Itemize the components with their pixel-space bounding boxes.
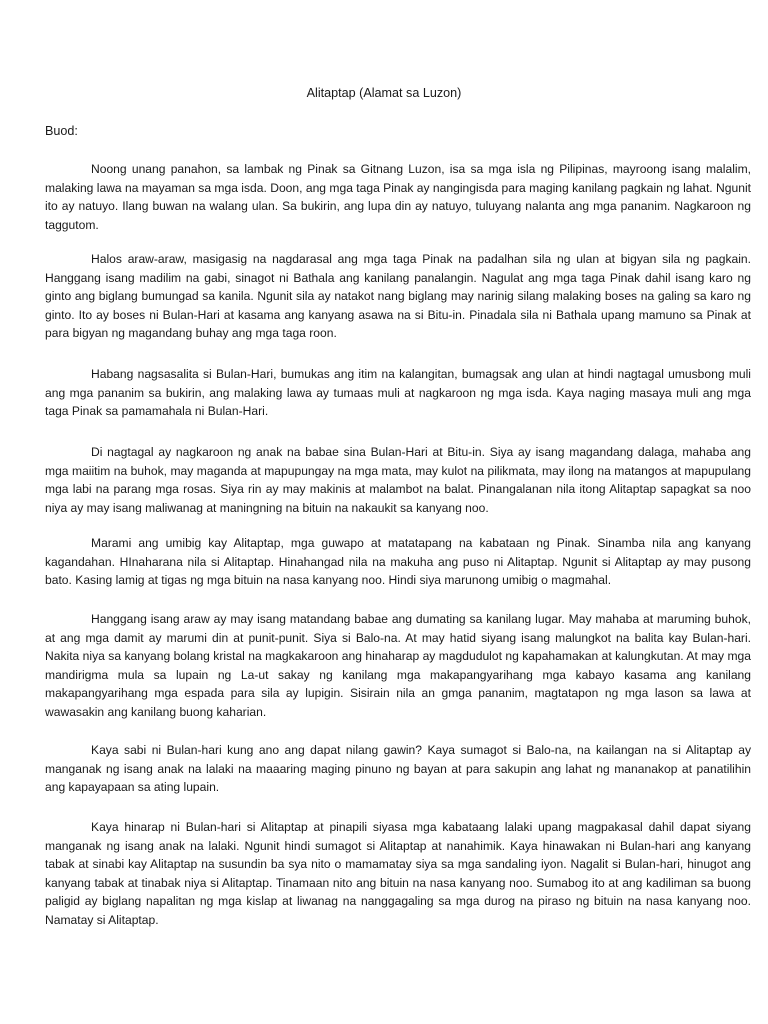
paragraph-7: Kaya sabi ni Bulan-hari kung ano ang dapat nilang gawin? Kaya sumagot si Balo-na, na kailangan na si Alitaptap ay manganak ng isang anak na lalaki na maaaring maging pinuno ng bayan at para sakupin ang lahat ng mananakop at panatilihin ang kapayapaan sa ating lupain. — [45, 743, 751, 794]
paragraph-8: Kaya hinarap ni Bulan-hari si Alitaptap at pinapili siyasa mga kabataang lalaki upang magpakasal dahil dapat siyang manganak ng isang anak na lalaki. Ngunit hindi sumagot si Alitaptap at nanahimik. Kaya hinawakan ni Bulan-hari ang kanyang tabak at sinabi kay Alitaptap na susundin ba sya nito o mamamatay siya sa mga sandaling iyon. Nagalit si Bulan-hari, hinugot ang kanyang tabak at tinabak niya si Alitaptap. Tinamaan nito ang bituin na nasa kanyang noo. Sumabog ito at ang kadiliman sa buong paligid ay biglang napalitan ng mga kislap at liwanag na nanggagaling sa mga durog na piraso ng bituin na nasa kanyang noo. Namatay si Alitaptap. — [45, 820, 751, 927]
section-label: Buod: — [45, 124, 78, 138]
document-title: Alitaptap (Alamat sa Luzon) — [306, 86, 462, 100]
paragraph-3: Habang nagsasalita si Bulan-Hari, bumukas ang itim na kalangitan, bumagsak ang ulan at hindi nagtagal umusbong muli ang mga pananim sa bukirin, ang malaking lawa ay tumaas muli at nagkaroon ng mga isda. Kaya naging masaya muli ang mga taga Pinak sa pamamahala ni Bulan-Hari. — [45, 367, 751, 418]
paragraph-1: Noong unang panahon, sa lambak ng Pinak sa Gitnang Luzon, isa sa mga isla ng Pilipinas, mayroong isang malalim, malaking lawa na mayaman sa mga isda. Doon, ang mga taga Pinak ay nangingisda para maging kanilang pagkain ng lahat. Ngunit ito ay natuyo. Ilang buwan na walang ulan. Sa bukirin, ang lupa din ay natuyo, tuluyang nalanta ang mga pananim. Nagkaroon ng taggutom. — [45, 162, 751, 232]
paragraph-5: Marami ang umibig kay Alitaptap, mga guwapo at matatapang na kabataan ng Pinak. Sinamba nila ang kanyang kagandahan. HInaharana nila si Alitaptap. Hinahangad nila na makuha ang puso ni Alitaptap. Ngunit si Alitaptap ay may pusong bato. Kasing lamig at tigas ng mga bituin na nasa kanyang noo. Hindi siya marunong umibig o magmahal. — [45, 536, 751, 587]
paragraph-4: Di nagtagal ay nagkaroon ng anak na babae sina Bulan-Hari at Bitu-in. Siya ay isang magandang dalaga, mahaba ang mga maiitim na buhok, may maganda at mapupungay na mga mata, may kulot na pilikmata, may ilong na matangos at mapupulang mga labi na parang mga rosas. Siya rin ay may makinis at malambot na balat. Pinangalanan nila itong Alitaptap sapagkat sa noo niya ay may isang maliwanag at maningning na bituin na nakaukit sa kanyang noo. — [45, 445, 751, 515]
paragraph-6: Hanggang isang araw ay may isang matandang babae ang dumating sa kanilang lugar. May mahaba at maruming buhok, at ang mga damit ay marumi din at punit-punit. Siya si Balo-na. At may hatid siyang isang malungkot na balita kay Bulan-hari. Nakita niya sa kanyang bolang kristal na magkakaroon ang hinaharap ay magdudulot ng kapahamakan at kalungkutan. At may mga mandirigma mula sa lupain ng La-ut sakay ng kanilang mga makapangyarihang mga kabayo kasama ang kanilang makapangyarihang mga espada para sila ay lupigin. Sisirain nila an gmga pananim, magtatapon ng mga lason sa lawa at wawasakin ang kanilang buong kaharian. — [45, 612, 751, 719]
paragraph-2: Halos araw-araw, masigasig na nagdarasal ang mga taga Pinak na padalhan sila ng ulan at bigyan sila ng pagkain. Hanggang isang madilim na gabi, sinagot ni Bathala ang kanilang panalangin. Nagulat ang mga taga Pinak dahil isang karo ng ginto ang biglang bumungad sa kanila. Ngunit sila ay natakot nang biglang may narinig silang malaking boses na galing sa karo ng ginto. Ito ay boses ni Bulan-Hari at kasama ang kanyang asawa na si Bitu-in. Pinadala sila ni Bathala upang mamuno sa Pinak at para bigyan ng magandang buhay ang mga taga roon. — [45, 252, 751, 340]
